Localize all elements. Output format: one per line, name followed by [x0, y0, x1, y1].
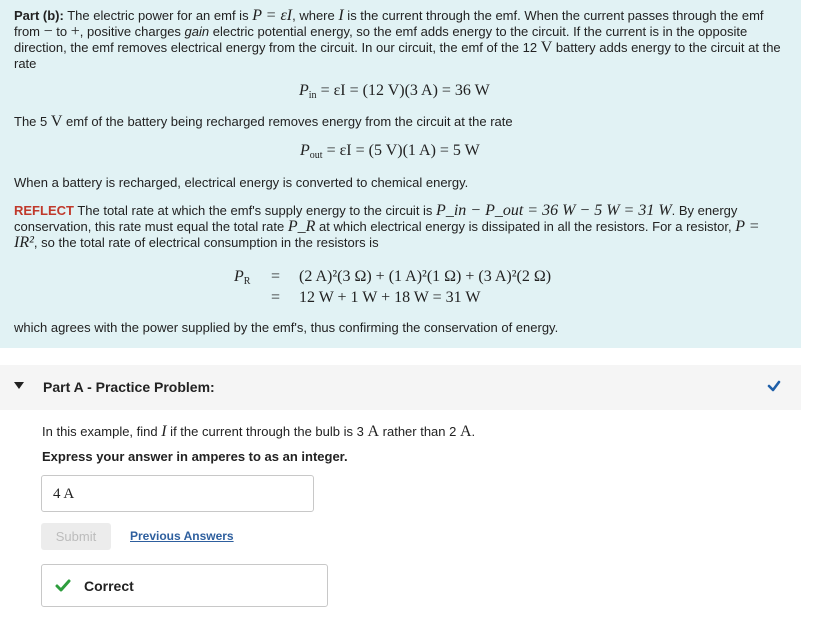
part-b-paragraph: [14, 8, 786, 72]
text: In this example, find: [42, 424, 162, 439]
text: to: [52, 24, 71, 39]
text: .: [471, 424, 476, 439]
text: , where: [292, 8, 339, 23]
power-eq: P = εI: [252, 7, 293, 24]
equation-p-r-lhs: [234, 268, 250, 287]
equation-p-r-line1: (2 A)²(3 Ω) + (1 A)²(1 Ω) + (3 A)²(2 Ω): [299, 268, 552, 285]
text: The electric power for an emf is: [63, 8, 253, 23]
text: electric potential energy, so the emf adds energy to the circuit. If the current is in the opposite direction, the emf removes electrical energy from the circuit. In our circuit, the emf of the 12: [14, 24, 748, 55]
text: The 5: [14, 114, 51, 129]
text: is the current through the emf. When the current passes through the emf from: [14, 8, 764, 39]
part-a-title: Part A - Practice Problem:: [43, 379, 215, 395]
pr-symbol: P_R: [287, 218, 316, 235]
text: battery adds energy to the circuit at the rate: [14, 40, 781, 71]
checkmark-icon: [767, 380, 781, 392]
five-volt-paragraph: [14, 114, 786, 130]
eq-subscript: R: [243, 276, 251, 287]
eq-rhs: = εI = (5 V)(1 A) = 5 W: [322, 142, 480, 159]
pir2-equation: P = IR²: [14, 218, 760, 251]
recharge-paragraph: When a battery is recharged, electrical energy is converted to chemical energy.: [14, 175, 469, 190]
part-a-header[interactable]: [0, 365, 801, 410]
current-symbol: I: [161, 423, 167, 440]
plus-sign: +: [70, 23, 80, 40]
eq-subscript: out: [309, 150, 323, 161]
previous-answers-link[interactable]: Previous Answers: [130, 529, 234, 543]
amp-unit: A: [367, 423, 380, 440]
text: rather than 2: [379, 424, 460, 439]
instruction-text: Express your answer in amperes to as an integer.: [42, 449, 348, 464]
reflect-paragraph: [14, 203, 786, 251]
equals-sign-1: =: [271, 268, 281, 285]
submit-button[interactable]: Submit: [41, 523, 111, 550]
equation-p-in: [299, 82, 490, 101]
volt-unit: V: [50, 113, 63, 130]
text: , positive charges: [79, 24, 185, 39]
equation-p-r-line2: 12 W + 1 W + 18 W = 31 W: [299, 289, 481, 306]
eq-rhs: = εI = (12 V)(3 A) = 36 W: [316, 82, 490, 99]
correct-label: Correct: [84, 578, 134, 594]
equals-sign-2: =: [271, 289, 281, 306]
triangle-down-icon[interactable]: [14, 382, 24, 389]
reflect-label: REFLECT: [14, 203, 74, 218]
part-b-label: Part (b):: [14, 8, 64, 23]
eq-symbol: P: [300, 142, 310, 159]
amp-unit: A: [459, 423, 472, 440]
eq-symbol: P: [299, 82, 309, 99]
equation-p-out: [300, 142, 480, 161]
text: . By energy conservation, this rate must equal the total rate: [14, 203, 738, 234]
correct-feedback: [41, 564, 328, 607]
eq-subscript: in: [308, 90, 317, 101]
volt-unit: V: [540, 39, 553, 56]
minus-sign: −: [43, 23, 53, 40]
eq-symbol: P: [234, 268, 244, 285]
text: The total rate at which the emf's supply energy to the circuit is: [73, 203, 437, 218]
agrees-paragraph: which agrees with the power supplied by the emf's, thus confirming the conservation of energy.: [14, 320, 559, 335]
current-symbol: I: [338, 7, 344, 24]
checkmark-icon: [55, 579, 71, 593]
gain-word: gain: [184, 24, 210, 39]
answer-field[interactable]: [41, 475, 314, 512]
text: at which electrical energy is dissipated in all the resistors. For a resistor,: [315, 219, 736, 234]
text: emf of the battery being recharged removes energy from the circuit at the rate: [62, 114, 513, 129]
answer-value: 4 A: [53, 486, 75, 502]
question-text: [42, 423, 475, 441]
reflect-equation: P_in − P_out = 36 W − 5 W = 31 W: [436, 202, 672, 219]
text: if the current through the bulb is 3: [166, 424, 368, 439]
text: , so the total rate of electrical consumption in the resistors is: [33, 235, 379, 250]
